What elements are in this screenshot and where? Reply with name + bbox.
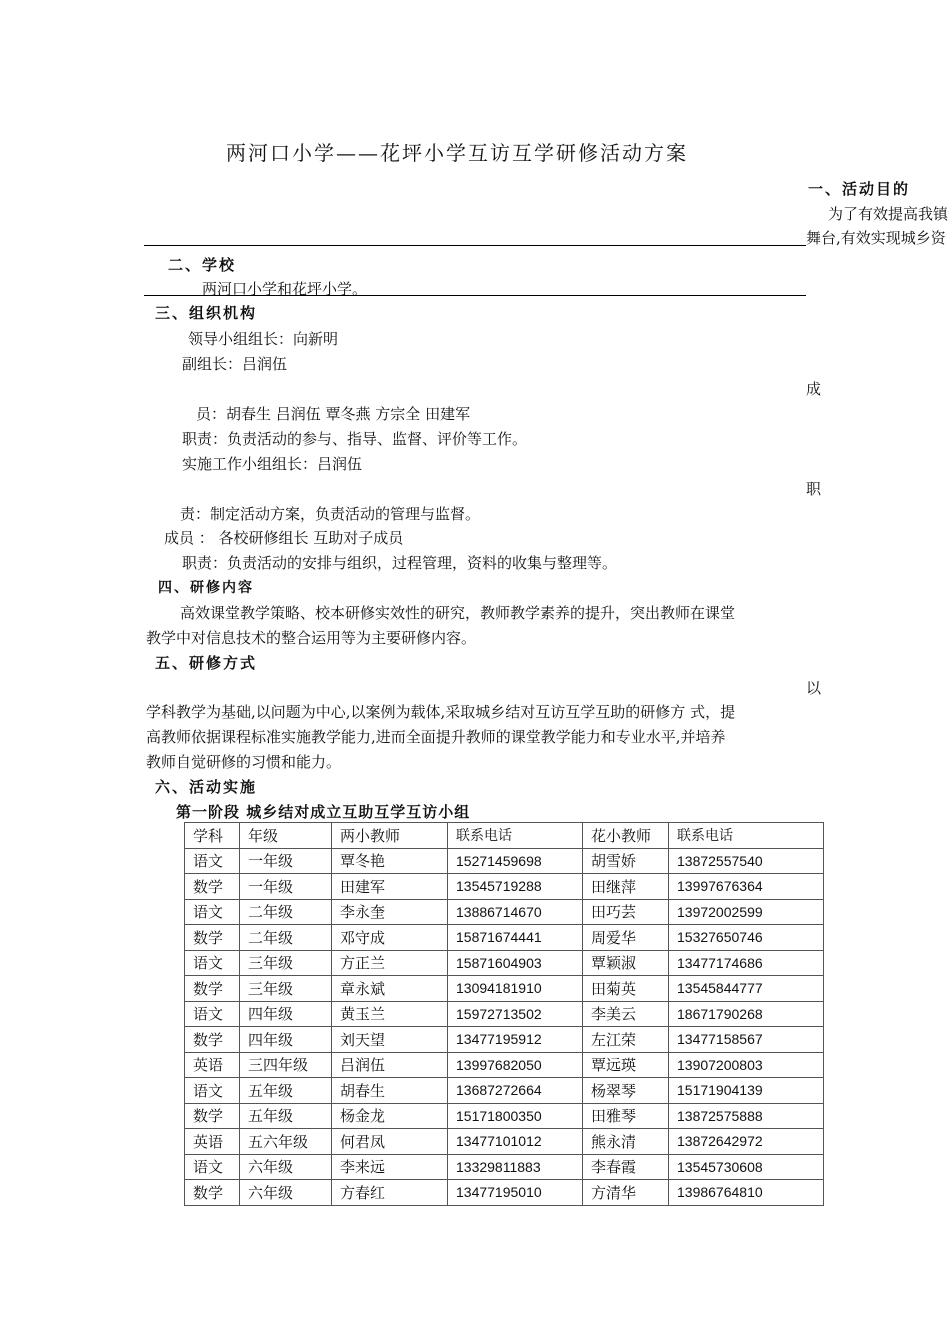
table-cell: 15972713502 <box>448 1001 583 1027</box>
table-cell: 李永奎 <box>332 899 448 925</box>
table-cell: 13907200803 <box>669 1052 824 1078</box>
table-cell: 刘天望 <box>332 1027 448 1053</box>
deputy-line: 副组长：吕润伍 <box>182 355 288 373</box>
table-cell: 语文 <box>185 1154 240 1180</box>
table-cell: 胡雪娇 <box>583 848 669 874</box>
table-row <box>185 1001 824 1027</box>
table-cell: 语文 <box>185 1078 240 1104</box>
section-2-heading: 二、学校 <box>168 256 237 274</box>
table-cell: 李来远 <box>332 1154 448 1180</box>
section-4-line-1: 高效课堂教学策略、校本研修实效性的研究，教师教学素养的提升，突出教师在课堂 <box>180 604 736 622</box>
section-6-heading: 六、活动实施 <box>155 778 258 796</box>
table-cell: 联系电话 <box>448 823 583 849</box>
table-row <box>185 1154 824 1180</box>
table-row <box>185 976 824 1002</box>
table-cell: 杨金龙 <box>332 1103 448 1129</box>
table-row <box>185 950 824 976</box>
table-cell: 田继萍 <box>583 874 669 900</box>
table-cell: 13872575888 <box>669 1103 824 1129</box>
table-row <box>185 1052 824 1078</box>
table-cell: 田雅琴 <box>583 1103 669 1129</box>
table-cell: 英语 <box>185 1129 240 1155</box>
duty3-line: 职责：负责活动的安排与组织，过程管理，资料的收集与整理等。 <box>182 554 618 572</box>
table-cell: 15171800350 <box>448 1103 583 1129</box>
table-cell: 一年级 <box>240 874 332 900</box>
table-cell: 13477101012 <box>448 1129 583 1155</box>
table-row <box>185 925 824 951</box>
duty2-first-char: 职 <box>806 480 822 498</box>
table-cell: 田巧芸 <box>583 899 669 925</box>
table-cell: 13872557540 <box>669 848 824 874</box>
table-cell: 13687272664 <box>448 1078 583 1104</box>
table-cell: 学科 <box>185 823 240 849</box>
table-cell: 15871674441 <box>448 925 583 951</box>
table-row <box>185 874 824 900</box>
duty2-line: 责：制定活动方案，负责活动的管理与监督。 <box>180 505 481 523</box>
table-cell: 黄玉兰 <box>332 1001 448 1027</box>
section-4-heading: 四、研修内容 <box>158 580 254 596</box>
table-cell: 英语 <box>185 1052 240 1078</box>
table-cell: 二年级 <box>240 925 332 951</box>
table-cell: 13329811883 <box>448 1154 583 1180</box>
table-cell: 方春红 <box>332 1180 448 1206</box>
table-cell: 数学 <box>185 925 240 951</box>
table-cell: 周爱华 <box>583 925 669 951</box>
table-cell: 13872642972 <box>669 1129 824 1155</box>
table-cell: 覃远瑛 <box>583 1052 669 1078</box>
table-row <box>185 1078 824 1104</box>
section-1-heading: 一、活动目的 <box>808 180 911 198</box>
section-5-heading: 五、研修方式 <box>155 654 258 672</box>
table-cell: 四年级 <box>240 1027 332 1053</box>
section-4-line-2: 教学中对信息技术的整合运用等为主要研修内容。 <box>146 629 477 647</box>
duty-line: 职责：负责活动的参与、指导、监督、评价等工作。 <box>182 430 528 448</box>
table-cell: 15171904139 <box>669 1078 824 1104</box>
table-cell: 语文 <box>185 899 240 925</box>
table-cell: 联系电话 <box>669 823 824 849</box>
table-cell: 何君凤 <box>332 1129 448 1155</box>
pairing-table <box>184 822 824 1206</box>
impl-leader-line: 实施工作小组组长：吕润伍 <box>182 455 363 473</box>
table-cell: 数学 <box>185 874 240 900</box>
table-cell: 田建军 <box>332 874 448 900</box>
table-cell: 语文 <box>185 1001 240 1027</box>
table-cell: 四年级 <box>240 1001 332 1027</box>
table-cell: 13545844777 <box>669 976 824 1002</box>
table-cell: 数学 <box>185 976 240 1002</box>
section-5-line-1: 学科教学为基础,以问题为中心,以案例为载体,采取城乡结对互访互学互助的研修方 式，提 <box>146 703 736 721</box>
section-1-line-1: 为了有效提高我镇 <box>828 205 949 223</box>
table-cell: 13545719288 <box>448 874 583 900</box>
table-cell: 六年级 <box>240 1180 332 1206</box>
table-row <box>185 1129 824 1155</box>
table-row <box>185 899 824 925</box>
section-5-line-2: 高教师依据课程标准实施教学能力,进而全面提升教师的课堂教学能力和专业水平,并培养 <box>146 728 726 746</box>
table-cell: 方正兰 <box>332 950 448 976</box>
table-cell: 13477195912 <box>448 1027 583 1053</box>
section-1-line-2: 舞台,有效实现城乡资 <box>806 229 946 247</box>
section-3-heading: 三、组织机构 <box>155 304 258 322</box>
table-cell: 田菊英 <box>583 976 669 1002</box>
table-cell: 李春霞 <box>583 1154 669 1180</box>
table-cell: 三年级 <box>240 950 332 976</box>
section-2-body: 两河口小学和花坪小学。 <box>202 280 368 298</box>
table-cell: 覃颖淑 <box>583 950 669 976</box>
table-cell: 杨翠琴 <box>583 1078 669 1104</box>
table-cell: 语文 <box>185 950 240 976</box>
table-cell: 邓守成 <box>332 925 448 951</box>
impl-members-line: 成员 ： 各校研修组长 互助对子成员 <box>164 529 404 547</box>
members-first-char: 成 <box>806 380 822 398</box>
table-cell: 二年级 <box>240 899 332 925</box>
table-cell: 花小教师 <box>583 823 669 849</box>
divider-bottom <box>144 295 806 296</box>
table-cell: 13545730608 <box>669 1154 824 1180</box>
table-cell: 李美云 <box>583 1001 669 1027</box>
table-row <box>185 848 824 874</box>
table-header-row <box>185 823 824 849</box>
divider-top <box>144 245 806 246</box>
page-title: 两河口小学——花坪小学互访互学研修活动方案 <box>226 141 688 165</box>
stage-1-heading: 第一阶段 城乡结对成立互助互学互访小组 <box>176 803 471 821</box>
table-cell: 左江荣 <box>583 1027 669 1053</box>
table-cell: 熊永清 <box>583 1129 669 1155</box>
table-cell: 15271459698 <box>448 848 583 874</box>
table-cell: 胡春生 <box>332 1078 448 1104</box>
table-cell: 13886714670 <box>448 899 583 925</box>
section-5-line-3: 教师自觉研修的习惯和能力。 <box>146 753 342 771</box>
members-line: 员：胡春生 吕润伍 覃冬燕 方宗全 田建军 <box>196 405 471 423</box>
section-5-first-char: 以 <box>806 679 822 697</box>
table-cell: 数学 <box>185 1103 240 1129</box>
table-cell: 13986764810 <box>669 1180 824 1206</box>
table-cell: 五年级 <box>240 1078 332 1104</box>
table-cell: 一年级 <box>240 848 332 874</box>
table-row <box>185 1180 824 1206</box>
table-cell: 数学 <box>185 1180 240 1206</box>
table-cell: 六年级 <box>240 1154 332 1180</box>
table-cell: 13997676364 <box>669 874 824 900</box>
table-cell: 15327650746 <box>669 925 824 951</box>
table-cell: 两小教师 <box>332 823 448 849</box>
table-cell: 13477158567 <box>669 1027 824 1053</box>
table-cell: 13477195010 <box>448 1180 583 1206</box>
table-row <box>185 1103 824 1129</box>
table-cell: 三年级 <box>240 976 332 1002</box>
table-cell: 吕润伍 <box>332 1052 448 1078</box>
table-cell: 15871604903 <box>448 950 583 976</box>
table-cell: 18671790268 <box>669 1001 824 1027</box>
table-cell: 13997682050 <box>448 1052 583 1078</box>
table-cell: 13972002599 <box>669 899 824 925</box>
table-cell: 覃冬艳 <box>332 848 448 874</box>
table-cell: 方清华 <box>583 1180 669 1206</box>
table-row <box>185 1027 824 1053</box>
table-cell: 章永斌 <box>332 976 448 1002</box>
table-cell: 五年级 <box>240 1103 332 1129</box>
table-cell: 13094181910 <box>448 976 583 1002</box>
table-cell: 语文 <box>185 848 240 874</box>
table-cell: 三四年级 <box>240 1052 332 1078</box>
table-cell: 年级 <box>240 823 332 849</box>
table-cell: 五六年级 <box>240 1129 332 1155</box>
leader-line: 领导小组组长：向新明 <box>188 330 339 348</box>
table-cell: 数学 <box>185 1027 240 1053</box>
table-cell: 13477174686 <box>669 950 824 976</box>
